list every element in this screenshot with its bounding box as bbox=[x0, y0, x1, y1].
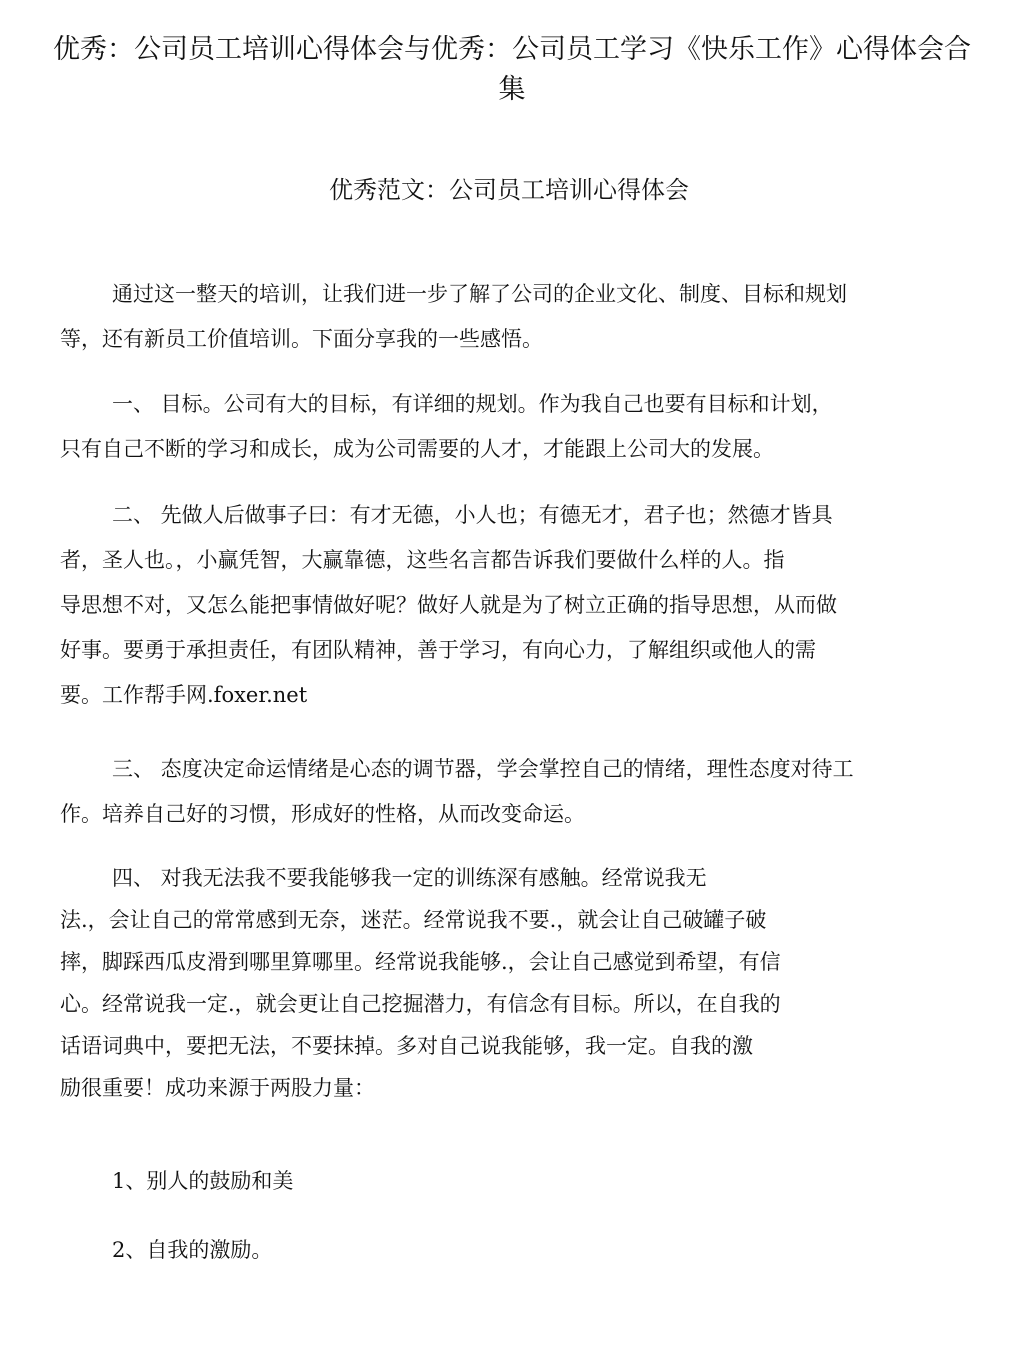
paragraph-intro bbox=[60, 272, 940, 362]
paragraph-line: 心。经常说我一定.，就会更让自己挖掘潜力，有信念有目标。所以，在自我的 bbox=[60, 992, 781, 1016]
paragraph-line: 一、 目标。公司有大的目标，有详细的规划。作为我自己也要有目标和计划， bbox=[112, 392, 833, 416]
paragraph-line: 作。培养自己好的习惯，形成好的性格，从而改变命运。 bbox=[60, 802, 585, 826]
paragraph-line: 等，还有新员工价值培训。下面分享我的一些感悟。 bbox=[60, 327, 543, 351]
paragraph-line: 二、 先做人后做事子曰：有才无德，小人也；有德无才，君子也；然德才皆具 bbox=[112, 503, 833, 527]
document-title: 优秀：公司员工培训心得体会与优秀：公司员工学习《快乐工作》心得体会合集 bbox=[53, 34, 971, 105]
paragraph-line: 导思想不对，又怎么能把事情做好呢？做好人就是为了树立正确的指导思想，从而做 bbox=[60, 593, 837, 617]
paragraph-attitude bbox=[60, 747, 940, 837]
paragraph-line: 四、 对我无法我不要我能够我一定的训练深有感触。经常说我无 bbox=[112, 866, 707, 890]
document-subtitle: 优秀范文：公司员工培训心得体会 bbox=[329, 176, 689, 204]
paragraph-line: 励很重要！成功来源于两股力量： bbox=[60, 1076, 375, 1100]
paragraph-character bbox=[60, 493, 940, 718]
paragraph-line: 只有自己不断的学习和成长，成为公司需要的人才，才能跟上公司大的发展。 bbox=[60, 437, 774, 461]
list-item: 2、自我的激励。 bbox=[112, 1238, 273, 1262]
paragraph-goal bbox=[60, 382, 940, 472]
paragraph-line: 摔，脚踩西瓜皮滑到哪里算哪里。经常说我能够.，会让自己感觉到希望，有信 bbox=[60, 950, 781, 974]
paragraph-line: 三、 态度决定命运情绪是心态的调节器，学会掌控自己的情绪，理性态度对待工 bbox=[112, 757, 854, 781]
paragraph-line: 通过这一整天的培训，让我们进一步了解了公司的企业文化、制度、目标和规划 bbox=[112, 282, 847, 306]
list-item: 1、别人的鼓励和美 bbox=[112, 1169, 294, 1193]
paragraph-line: 者，圣人也。，小赢凭智，大赢靠德，这些名言都告诉我们要做什么样的人。指 bbox=[60, 548, 785, 572]
paragraph-line: 法.，会让自己的常常感到无奈，迷茫。经常说我不要.，就会让自己破罐子破 bbox=[60, 908, 767, 932]
paragraph-line: 话语词典中，要把无法，不要抹掉。多对自己说我能够，我一定。自我的激 bbox=[60, 1034, 753, 1058]
paragraph-self-talk bbox=[60, 857, 940, 1109]
paragraph-line: 要。工作帮手网.foxer.net bbox=[60, 683, 308, 707]
paragraph-line: 好事。要勇于承担责任，有团队精神，善于学习，有向心力，了解组织或他人的需 bbox=[60, 638, 816, 662]
